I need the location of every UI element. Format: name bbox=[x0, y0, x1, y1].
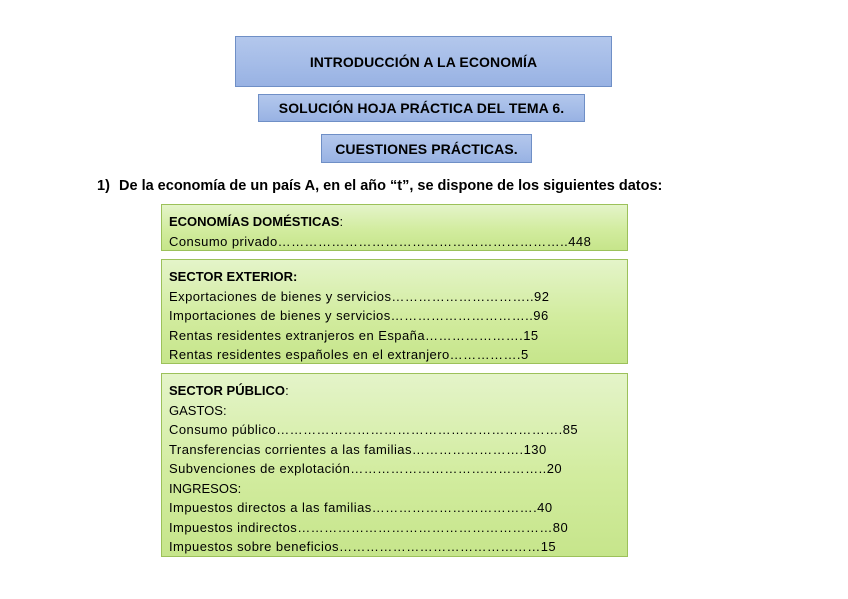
subtitle-box bbox=[258, 94, 585, 122]
section-box bbox=[321, 134, 532, 163]
data-line: Importaciones de bienes y servicios…………………………..96 bbox=[169, 308, 549, 323]
question-number: 1) bbox=[97, 178, 110, 194]
domesticas-heading-text: ECONOMÍAS DOMÉSTICAS bbox=[169, 214, 340, 229]
data-line: Rentas residentes españoles en el extranjero…………….5 bbox=[169, 347, 529, 362]
data-line: Rentas residentes extranjeros en España………………….15 bbox=[169, 327, 539, 343]
publico-heading: SECTOR PÚBLICO: bbox=[169, 383, 289, 398]
exterior-heading: SECTOR EXTERIOR: bbox=[169, 269, 298, 284]
domesticas-heading: ECONOMÍAS DOMÉSTICAS: bbox=[169, 214, 344, 229]
exterior-heading-text: SECTOR EXTERIOR bbox=[169, 269, 294, 284]
data-line: Impuestos directos a las familias……………………………….40 bbox=[169, 500, 553, 515]
question-text: De la economía de un país A, en el año “t”, se dispone de los siguientes datos: bbox=[119, 178, 663, 194]
data-line: Subvenciones de explotación……………………………………..20 bbox=[169, 461, 563, 476]
title-box bbox=[235, 36, 612, 87]
question-1 bbox=[97, 178, 797, 194]
data-line: Transferencias corrientes a las familias…………………….130 bbox=[169, 441, 547, 457]
data-line: Exportaciones de bienes y servicios…………………………..92 bbox=[169, 288, 550, 304]
domesticas-box bbox=[161, 204, 628, 251]
ingresos-label: INGRESOS: bbox=[169, 480, 242, 496]
publico-heading-text: SECTOR PÚBLICO bbox=[169, 383, 286, 398]
section-title: CUESTIONES PRÁCTICAS. bbox=[335, 140, 518, 157]
page-subtitle: SOLUCIÓN HOJA PRÁCTICA DEL TEMA 6. bbox=[278, 100, 565, 116]
data-line: Impuestos indirectos…………………………………………………80 bbox=[169, 519, 569, 535]
data-line: Consumo público……………………………………………………….85 bbox=[169, 422, 579, 437]
page-title: INTRODUCCIÓN A LA ECONOMÍA bbox=[309, 53, 538, 70]
publico-box bbox=[161, 373, 628, 557]
exterior-box bbox=[161, 259, 628, 364]
gastos-label: GASTOS: bbox=[169, 402, 227, 418]
data-line: Impuestos sobre beneficios………………………………………15 bbox=[169, 539, 557, 554]
data-line: Consumo privado………………………………………………………..448 bbox=[169, 233, 592, 249]
